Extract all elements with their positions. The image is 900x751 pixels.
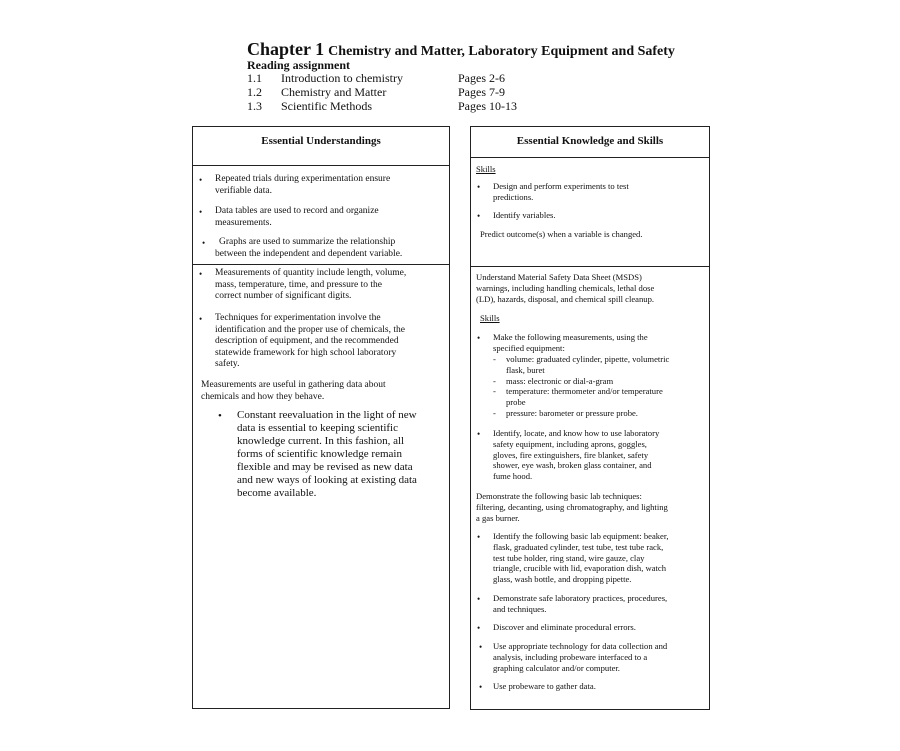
dash-item: - temperature: thermometer and/or temperature <box>493 386 663 397</box>
list-item <box>493 332 648 354</box>
bullet-icon: • <box>218 410 222 422</box>
list-item <box>215 313 405 371</box>
item-line: Measurements of quantity include length, volume, <box>215 268 407 278</box>
item-line: measurements. <box>215 217 272 228</box>
item-line: fume hood. <box>493 471 533 482</box>
item-line: statewide framework for high school laboratory <box>215 347 397 358</box>
dash-text: flask, buret <box>506 364 545 375</box>
predict-text: Predict outcome(s) when a variable is changed. <box>480 229 643 239</box>
dash-text: probe <box>506 397 526 408</box>
para-line: (LD), hazards, disposal, and chemical spill cleanup. <box>476 293 655 304</box>
item-line: Demonstrate safe laboratory practices, procedures, <box>493 593 668 603</box>
toc-name: Scientific Methods <box>281 99 372 113</box>
item-line: Use appropriate technology for data collection and <box>493 641 668 651</box>
essential-understandings-box <box>192 126 450 709</box>
para-line: Demonstrate the following basic lab techniques: <box>476 491 642 501</box>
dash-item: - pressure: barometer or pressure probe. <box>493 407 638 418</box>
item-line: flask, graduated cylinder, test tube, test tube rack, <box>493 541 664 552</box>
list-item <box>493 593 667 615</box>
item-line: Identify variables. <box>493 210 556 220</box>
item-line: knowledge current. In this fashion, all <box>237 435 405 447</box>
toc-pages: Pages 10-13 <box>458 99 517 113</box>
dash-item: - mass: electronic or dial-a-gram <box>493 375 614 386</box>
skills-label-text: Skills <box>476 164 496 174</box>
dash-text: temperature: thermometer and/or temperature <box>506 386 663 397</box>
item-line: verifiable data. <box>215 185 272 196</box>
divider <box>193 264 449 265</box>
chapter-label: Chapter 1 <box>247 39 325 59</box>
skills-label <box>480 313 500 324</box>
item-line: correct number of significant digits. <box>215 291 352 301</box>
toc-name: Introduction to chemistry <box>281 71 403 85</box>
item-line: and techniques. <box>493 603 547 614</box>
item-line: Constant reevaluation in the light of new <box>237 409 417 421</box>
para-line: Understand Material Safety Data Sheet (MSDS) <box>476 272 642 282</box>
list-item <box>215 268 406 303</box>
item-line: Techniques for experimentation involve the <box>215 313 381 323</box>
item-line: data is essential to keeping scientific <box>237 422 398 434</box>
paragraph <box>201 380 386 403</box>
item-line: shower, eye wash, broken glass container, and <box>493 460 652 471</box>
divider <box>471 157 709 158</box>
skills-label <box>476 164 496 175</box>
toc-num: 1.2 <box>247 85 262 99</box>
para-line: a gas burner. <box>476 512 520 523</box>
divider <box>471 266 709 267</box>
item-line: analysis, including probeware interfaced to a <box>493 651 648 662</box>
toc-pages: Pages 7-9 <box>458 85 505 99</box>
item-line: Make the following measurements, using the <box>493 332 648 342</box>
bullet-icon: • <box>199 314 203 324</box>
item-line: safety. <box>215 359 240 369</box>
bullet-icon: • <box>477 594 481 604</box>
bullet-icon: • <box>479 642 483 652</box>
para-line: chemicals and how they behave. <box>201 391 325 402</box>
essential-knowledge-box <box>470 126 710 710</box>
essential-understandings-heading: Essential Understandings <box>261 135 381 147</box>
item-line: predictions. <box>493 191 534 202</box>
list-item: Discover and eliminate procedural errors. <box>493 622 636 632</box>
item-line: gloves, fire extinguishers, fire blanket, safety <box>493 449 649 460</box>
bullet-icon: • <box>477 211 481 221</box>
item-line: Identify the following basic lab equipment: beaker, <box>493 531 669 541</box>
demo-paragraph <box>476 491 668 523</box>
bullet-icon: • <box>477 333 481 343</box>
para-line: filtering, decanting, using chromatography, and lighting <box>476 501 668 512</box>
item-line: Graphs are used to summarize the relationship <box>219 237 396 247</box>
item-line: Repeated trials during experimentation ensure <box>215 174 391 184</box>
toc-num: 1.3 <box>247 99 262 113</box>
item-line: safety equipment, including aprons, goggles, <box>493 438 647 449</box>
bullet-icon: • <box>202 238 206 248</box>
bullet-icon: • <box>479 682 483 692</box>
para-line: Measurements are useful in gathering data about <box>201 380 386 390</box>
page-title <box>247 39 675 60</box>
msds-paragraph <box>476 272 654 304</box>
divider <box>193 165 449 166</box>
dash-list <box>493 354 669 419</box>
item-line: become available. <box>237 487 317 499</box>
list-item <box>493 210 556 221</box>
bullet-icon: • <box>199 207 203 217</box>
bullet-icon: • <box>477 532 481 542</box>
list-item <box>237 409 417 500</box>
toc-num: 1.1 <box>247 71 262 85</box>
list-item <box>215 206 379 229</box>
dash-item: - volume: graduated cylinder, pipette, volumetric <box>493 354 670 364</box>
item-line: flexible and may be revised as new data <box>237 461 413 473</box>
item-line: forms of scientific knowledge remain <box>237 448 402 460</box>
essential-knowledge-heading: Essential Knowledge and Skills <box>516 135 664 147</box>
item-line: Identify, locate, and know how to use laboratory <box>493 428 660 438</box>
item-line: description of equipment, and the recommended <box>215 336 399 346</box>
list-item <box>215 237 402 260</box>
dash-text: volume: graduated cylinder, pipette, volumetric <box>506 354 670 364</box>
reading-assignment-label: Reading assignment <box>247 58 351 72</box>
list-item <box>493 641 667 673</box>
item-line: mass, temperature, time, and pressure to the <box>215 279 382 290</box>
list-item <box>215 174 390 197</box>
list-item <box>493 531 669 585</box>
item-line: Data tables are used to record and organize <box>215 206 379 216</box>
skills-label-text: Skills <box>480 313 500 323</box>
bullet-icon: • <box>199 175 203 185</box>
item-line: specified equipment: <box>493 342 565 353</box>
toc-pages: Pages 2-6 <box>458 71 505 85</box>
dash-text: pressure: barometer or pressure probe. <box>506 407 638 418</box>
bullet-icon: • <box>477 623 481 633</box>
item-line: between the independent and dependent variable. <box>215 248 403 259</box>
item-line: test tube holder, ring stand, wire gauze, clay <box>493 552 645 563</box>
item-line: and new ways of looking at existing data <box>237 474 417 486</box>
item-line: triangle, crucible with lid, evaporation dish, watch <box>493 563 667 574</box>
chapter-subtitle: Chemistry and Matter, Laboratory Equipment and Safety <box>328 44 675 59</box>
bullet-icon: • <box>477 182 481 192</box>
dash-text: mass: electronic or dial-a-gram <box>506 375 614 386</box>
list-item <box>493 428 659 482</box>
list-item: Use probeware to gather data. <box>493 681 596 691</box>
para-line: warnings, including handling chemicals, lethal dose <box>476 282 655 293</box>
bullet-icon: • <box>199 269 203 279</box>
toc-name: Chemistry and Matter <box>281 85 387 99</box>
list-item <box>493 181 629 203</box>
bullet-icon: • <box>477 429 481 439</box>
item-line: Design and perform experiments to test <box>493 181 629 191</box>
item-line: glass, wash bottle, and dropping pipette. <box>493 574 632 585</box>
item-line: graphing calculator and/or computer. <box>493 662 620 673</box>
item-line: identification and the proper use of chemicals, the <box>215 324 405 335</box>
